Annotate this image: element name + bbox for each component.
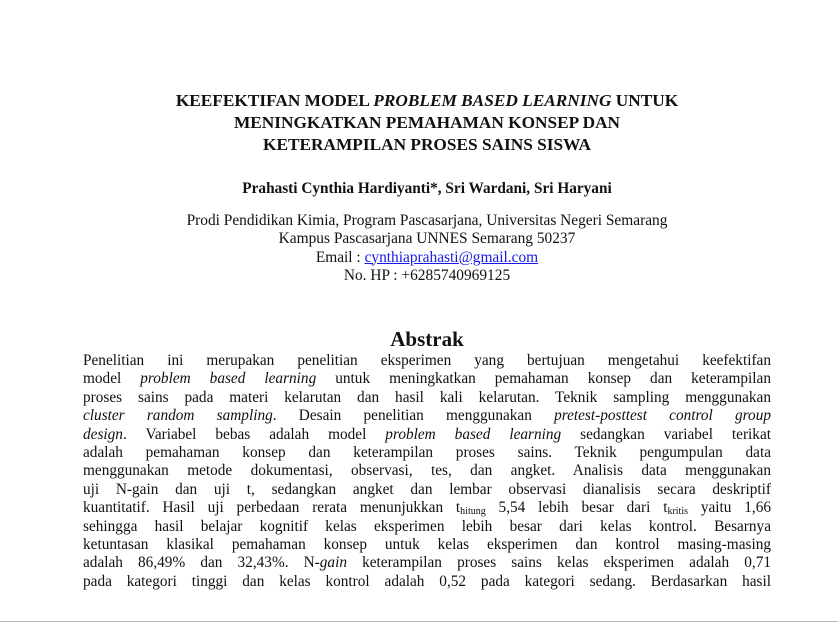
- abstract-line: ketuntasan klasikal pemahaman konsep untuk kelas eksperimen dan kontrol masing-masing: [83, 535, 771, 553]
- abstract-line: [83, 407, 771, 425]
- title-line-2: MENINGKATKAN PEMAHAMAN KONSEP DAN: [233, 113, 621, 132]
- affiliation-line-1: Prodi Pendidikan Kimia, Program Pascasarjana, Universitas Negeri Semarang: [186, 212, 668, 229]
- abstract-line: uji N-gain dan uji t, sedangkan angket dan lembar observasi dianalisis secara deskriptif: [83, 480, 771, 498]
- email-label: Email :: [315, 248, 365, 266]
- abstract-line: Penelitian ini merupakan penelitian eksperimen yang bertujuan mengetahui keefektifan: [83, 352, 771, 369]
- abstract-text: untuk meningkatkan pemahaman konsep dan keterampilan: [316, 370, 771, 388]
- abstract-line: [83, 426, 771, 444]
- subscript-kritis: kritis: [667, 506, 689, 518]
- abstract-italic-term: pretest-posttest control group: [554, 407, 771, 425]
- email-line: [60, 249, 794, 267]
- phone-line: No. HP : +6285740969125: [343, 266, 511, 284]
- abstract-body: [83, 352, 771, 591]
- abstract-italic-term: gain: [319, 554, 347, 572]
- affiliation-block: [60, 212, 794, 285]
- abstract-text: sedangkan variabel terikat: [561, 425, 771, 443]
- paper-title: [60, 90, 794, 156]
- abstract-text: 5,54 lebih besar dari t: [485, 499, 668, 517]
- abstract-line: proses sains pada materi kelarutan dan hasil kali kelarutan. Teknik sampling menggunakan: [83, 388, 771, 406]
- title-line-1-start: KEEFEKTIFAN MODEL: [175, 91, 374, 110]
- abstract-line: adalah pemahaman konsep dan keterampilan proses sains. Teknik pengumpulan data: [83, 443, 771, 461]
- abstract-text: keterampilan proses sains kelas eksperimen adalah 0,71: [346, 554, 771, 572]
- author-list: Prahasti Cynthia Hardiyanti*, Sri Wardani, Sri Haryani: [242, 180, 612, 197]
- abstract-italic-term: design: [83, 425, 123, 443]
- abstract-line: sehingga hasil belajar kognitif kelas eksperimen lebih besar dari kelas kontrol. Besarnya: [83, 517, 771, 535]
- abstract-line: [83, 499, 771, 517]
- abstract-text: kuantitatif. Hasil uji perbedaan rerata menunjukkan t: [83, 499, 461, 517]
- abstract-line: pada kategori tinggi dan kelas kontrol adalah 0,52 pada kategori sedang. Berdasarkan hasil: [83, 572, 771, 590]
- abstract-heading: Abstrak: [390, 327, 464, 351]
- abstract-line: [83, 554, 771, 572]
- abstract-text: adalah 86,49% dan 32,43%. N-: [83, 554, 320, 572]
- abstract-italic-term: cluster random sampling: [83, 407, 273, 425]
- abstract-line: [83, 370, 771, 388]
- abstract-text: . Variabel bebas adalah model: [122, 425, 386, 443]
- abstract-line: menggunakan metode dokumentasi, observasi, tes, dan angket. Analisis data menggunakan: [83, 462, 771, 480]
- abstract-text: model: [83, 370, 141, 388]
- abstract-italic-term: problem based learning: [140, 370, 317, 388]
- title-line-3: KETERAMPILAN PROSES SAINS SISWA: [263, 135, 591, 154]
- email-link[interactable]: cynthiaprahasti@gmail.com: [364, 248, 539, 266]
- title-line-1-end: UNTUK: [611, 91, 679, 110]
- title-line-1-italic: PROBLEM BASED LEARNING: [373, 91, 612, 110]
- title-line-1: [60, 90, 794, 112]
- affiliation-line-2: Kampus Pascasarjana UNNES Semarang 50237: [278, 230, 576, 248]
- subscript-hitung: hitung: [460, 506, 486, 518]
- abstract-italic-term: problem based learning: [385, 425, 562, 443]
- page-edge-divider: [0, 621, 838, 622]
- abstract-text: . Desain penelitian menggunakan: [272, 407, 555, 425]
- abstract-text: yaitu 1,66: [688, 499, 771, 517]
